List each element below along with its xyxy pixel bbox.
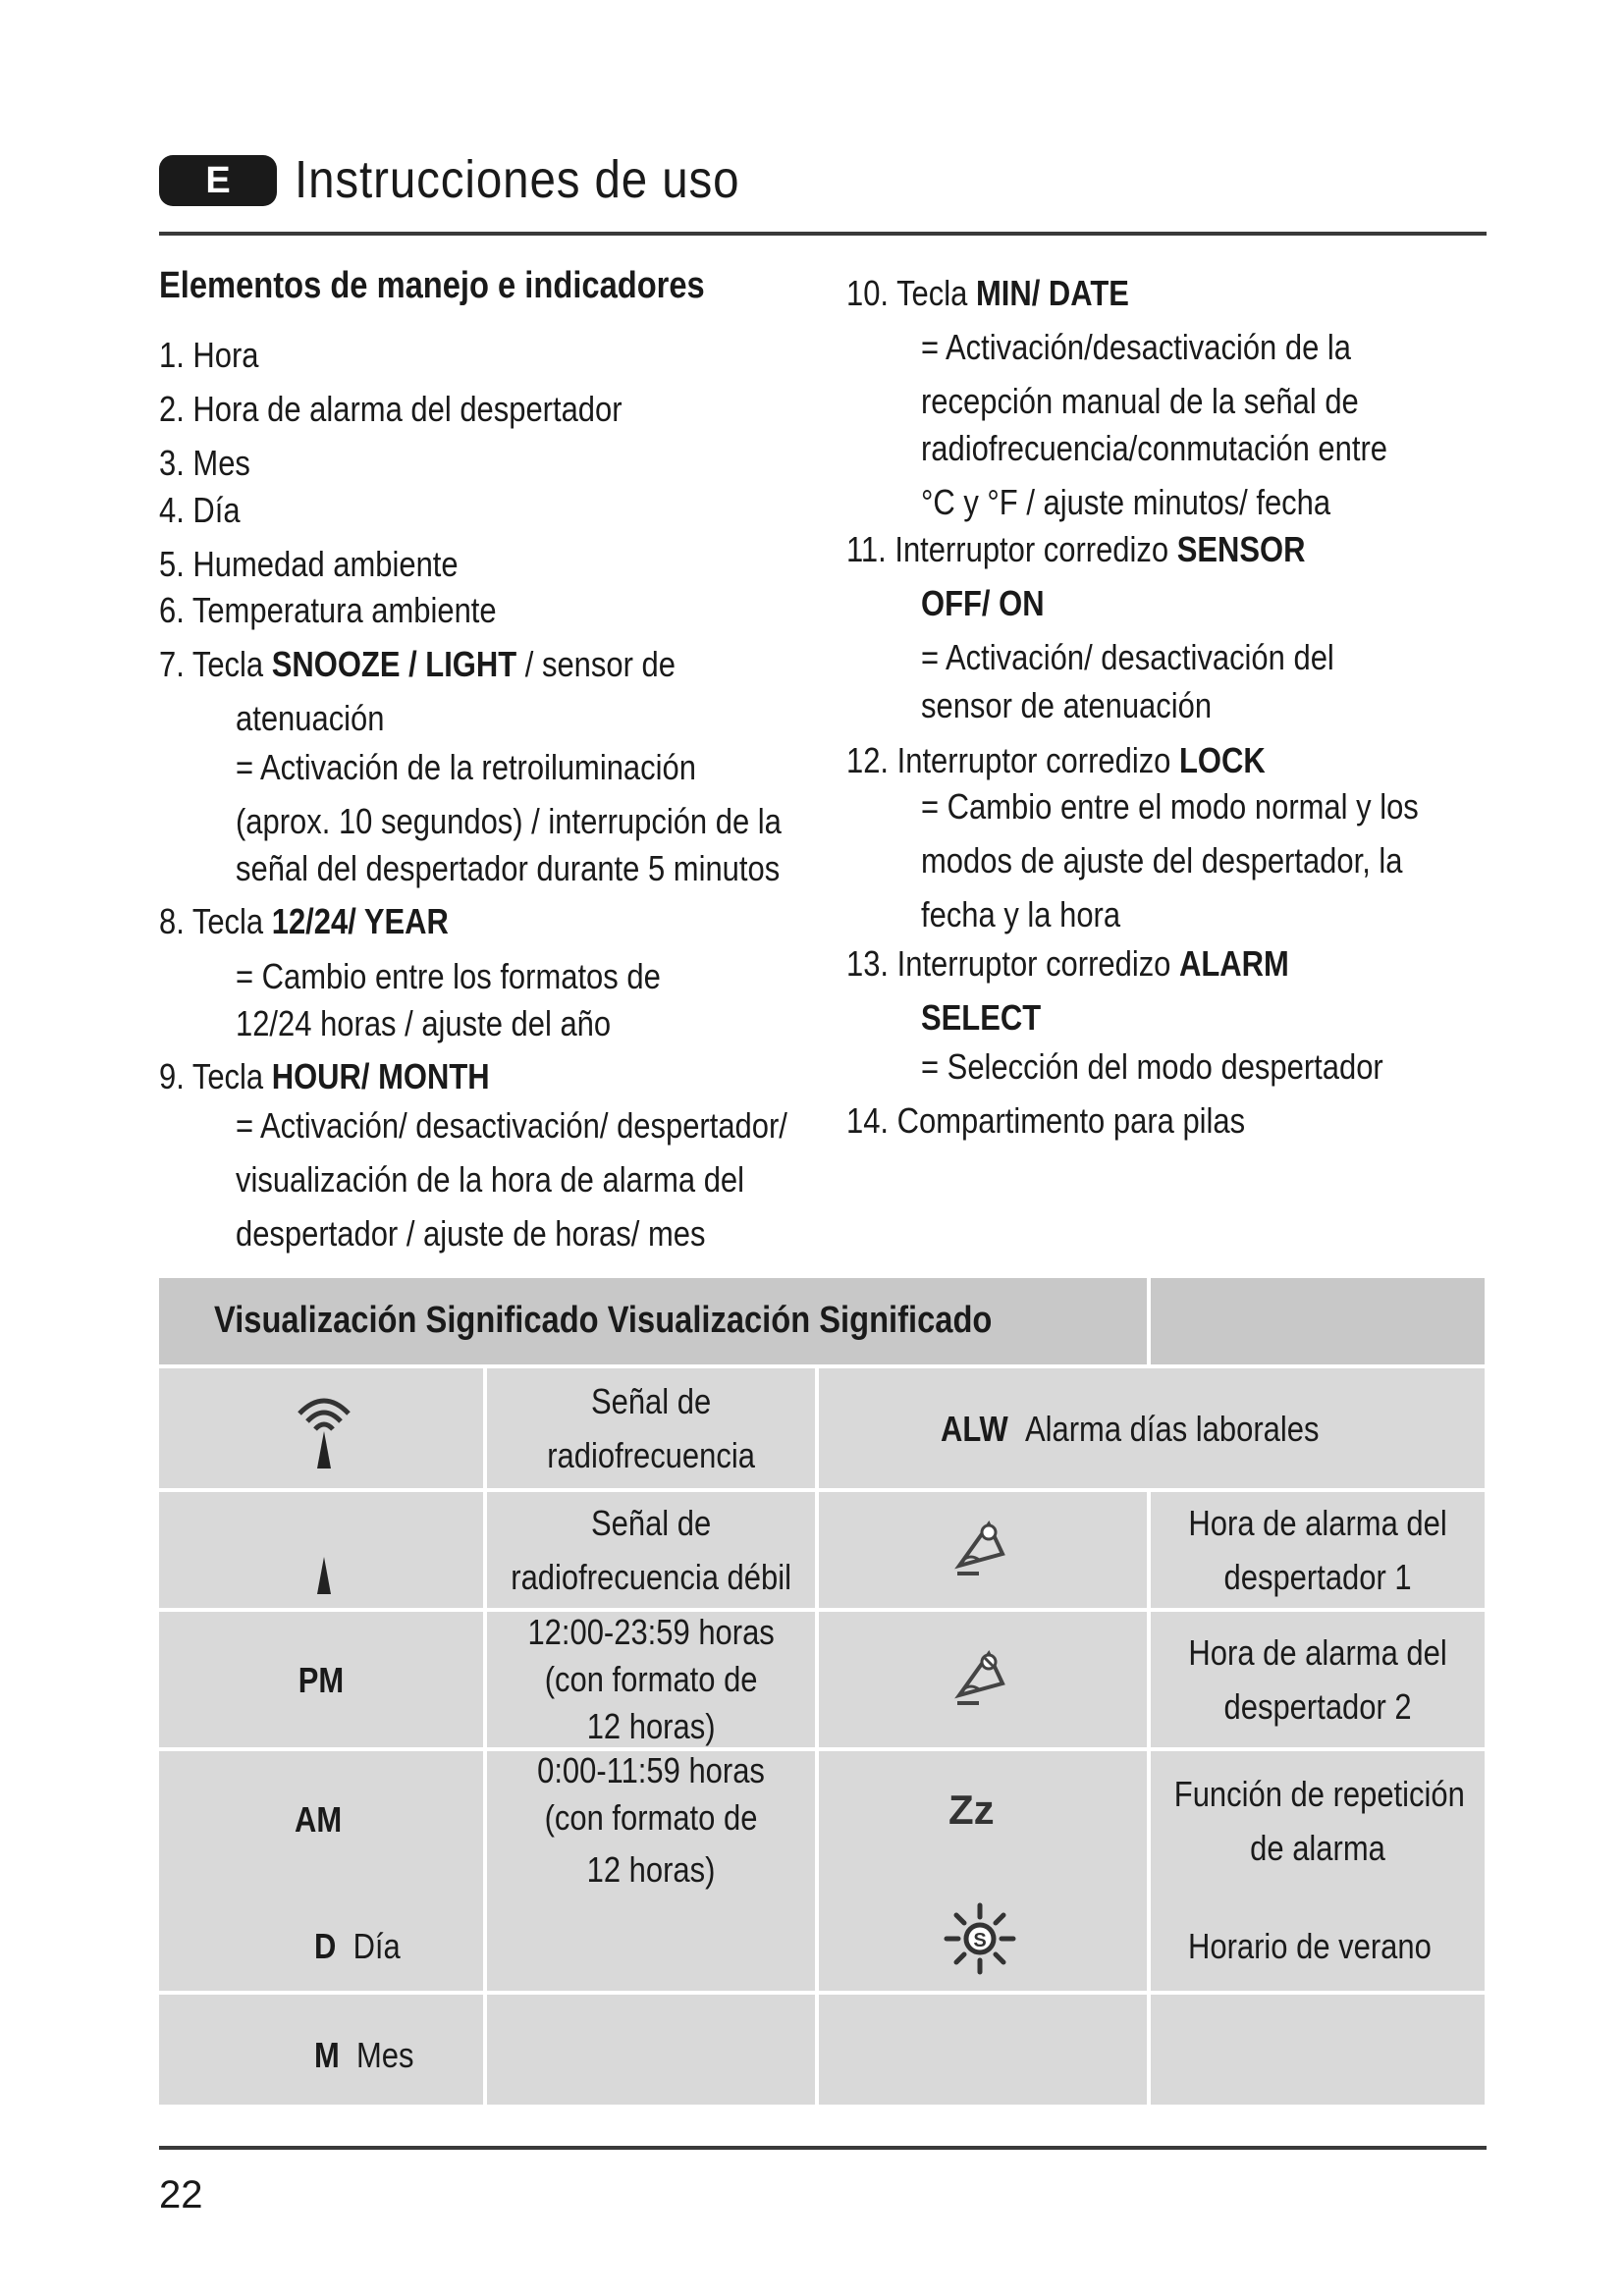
list-item (846, 267, 1129, 319)
list-item (846, 523, 1305, 575)
table-header-cell (1151, 1278, 1485, 1364)
key-label: ALARM (1179, 943, 1289, 984)
display-code: M (314, 2035, 340, 2075)
cell-line: Función de repetición (1173, 1774, 1465, 1814)
alarm-1-icon (945, 1510, 1013, 1588)
alarm-1-graphic (949, 1515, 1008, 1583)
list-item (846, 937, 1289, 989)
section-title: Elementos de manejo e indicadores (159, 265, 705, 306)
item-description: = Cambio entre los formatos de (236, 956, 661, 996)
list-item (159, 638, 676, 690)
item-description: = Activación/desactivación de la (921, 327, 1352, 367)
cell-line: 12:00-23:59 horas (527, 1612, 775, 1652)
summer-time-icon (941, 1899, 1019, 1978)
item-description: = Activación/ desactivación/ despertador/ (236, 1105, 787, 1146)
summer-time-graphic (941, 1899, 1019, 1978)
meaning-text: Mes (356, 2035, 414, 2075)
page-number: 22 (159, 2173, 203, 2216)
item-description: (aprox. 10 segundos) / interrupción de la (236, 801, 782, 841)
cell-text (530, 1374, 772, 1482)
display-label: ALW (941, 1408, 1008, 1449)
svg-text:S: S (973, 1930, 987, 1951)
display-label (314, 2028, 414, 2082)
item-description: modos de ajuste del despertador, la (921, 840, 1403, 881)
item-description: = Cambio entre el modo normal y los (921, 786, 1419, 827)
cell-text (488, 1496, 814, 1604)
item-description: °C y °F / ajuste minutos/ fecha (921, 482, 1331, 522)
key-label: LOCK (1179, 740, 1266, 780)
item-text: 10. Tecla (846, 273, 976, 313)
key-label: OFF/ ON (921, 583, 1045, 623)
display-label: AM (295, 1799, 343, 1840)
key-label: SENSOR (1176, 529, 1306, 569)
list-item: 4. Día (159, 490, 241, 530)
cell-line: Señal de (590, 1503, 712, 1543)
weak-signal-icon (295, 1539, 353, 1598)
item-description: 12/24 horas / ajuste del año (236, 1003, 612, 1043)
item-text: 7. Tecla (159, 644, 272, 684)
item-description: recepción manual de la señal de (921, 381, 1359, 421)
alarm-2-icon (945, 1639, 1013, 1718)
cell-line: 12 horas) (586, 1706, 716, 1746)
language-badge: E (159, 155, 277, 206)
item-description: fecha y la hora (921, 894, 1121, 934)
cell-text (1167, 1496, 1468, 1604)
cell-line: Señal de (590, 1381, 712, 1421)
list-item: 3. Mes (159, 443, 250, 483)
table-cell (487, 1612, 815, 1747)
item-description: visualización de la hora de alarma del (236, 1159, 745, 1200)
snooze-icon (948, 1787, 995, 1834)
cell-line: 0:00-11:59 horas (537, 1750, 765, 1790)
cell-line: (con formato de (544, 1797, 758, 1838)
footer-rule (159, 2146, 1487, 2150)
table-cell (1151, 1492, 1485, 1608)
snooze-label: Zz (948, 1787, 995, 1833)
table-cell (159, 1612, 483, 1747)
table-cell (487, 1368, 815, 1488)
cell-text (487, 1747, 815, 1898)
key-label: MIN/ DATE (975, 273, 1129, 313)
table-header-text: Visualización Significado Visualización Significado (214, 1300, 993, 1341)
item-description: sensor de atenuación (921, 685, 1213, 725)
radio-signal-graphic (290, 1386, 358, 1474)
item-text: 12. Interruptor corredizo (846, 740, 1180, 780)
table-cell (1151, 1612, 1485, 1747)
header-rule (159, 232, 1487, 236)
table-cell (1151, 1995, 1485, 2105)
display-label (314, 1919, 401, 1973)
item-description: = Selección del modo despertador (921, 1046, 1383, 1087)
list-item: 1. Hora (159, 335, 259, 375)
alarm-2-graphic (949, 1644, 1008, 1713)
cell-text (1167, 1626, 1468, 1734)
list-item: 14. Compartimento para pilas (846, 1100, 1246, 1141)
key-label: HOUR/ MONTH (271, 1056, 490, 1096)
cell-line: radiofrecuencia débil (511, 1557, 791, 1597)
item-description: despertador / ajuste de horas/ mes (236, 1213, 706, 1254)
meaning-text: Horario de verano (1188, 1926, 1432, 1966)
display-label: PM (298, 1659, 345, 1700)
cell-line: radiofrecuencia (547, 1435, 755, 1475)
display-code: D (314, 1926, 337, 1966)
item-description: señal del despertador durante 5 minutos (236, 848, 781, 888)
cell-text (508, 1612, 794, 1747)
weak-signal-graphic (304, 1539, 344, 1598)
cell-line: despertador 1 (1223, 1557, 1412, 1597)
list-item: 2. Hora de alarma del despertador (159, 389, 623, 429)
table-cell (819, 1368, 1485, 1488)
table-cell (487, 1492, 815, 1608)
item-text: 13. Interruptor corredizo (846, 943, 1180, 984)
item-text: 11. Interruptor corredizo (846, 529, 1177, 569)
cell-line: 12 horas) (586, 1849, 716, 1890)
key-label: SELECT (921, 997, 1042, 1038)
item-text: 8. Tecla (159, 901, 272, 941)
list-item: 5. Humedad ambiente (159, 544, 459, 584)
cell-line: Hora de alarma del (1188, 1503, 1447, 1543)
table-cell (819, 1995, 1147, 2105)
cell-line: de alarma (1250, 1828, 1385, 1868)
table-cell (487, 1995, 815, 2105)
item-description: = Activación de la retroiluminación (236, 747, 696, 787)
cell-line: despertador 2 (1223, 1686, 1412, 1727)
item-description: atenuación (236, 698, 385, 738)
list-item (159, 1050, 490, 1102)
meaning-text: Alarma días laborales (1025, 1408, 1320, 1449)
list-item (159, 895, 449, 947)
item-text: 9. Tecla (159, 1056, 272, 1096)
item-text: / sensor de (516, 644, 676, 684)
item-description: = Activación/ desactivación del (921, 637, 1334, 677)
meaning-text: Día (352, 1926, 401, 1966)
cell-line: Hora de alarma del (1188, 1632, 1447, 1673)
radio-signal-icon (285, 1386, 363, 1474)
cell-text (1151, 1767, 1485, 1875)
key-label: SNOOZE / LIGHT (271, 644, 517, 684)
list-item (846, 734, 1266, 786)
cell-line: (con formato de (544, 1659, 758, 1699)
item-description: radiofrecuencia/conmutación entre (921, 428, 1388, 468)
key-label: 12/24/ YEAR (271, 901, 449, 941)
page-title: Instrucciones de uso (295, 150, 740, 209)
list-item: 6. Temperatura ambiente (159, 590, 497, 630)
cell-line (941, 1402, 1319, 1456)
